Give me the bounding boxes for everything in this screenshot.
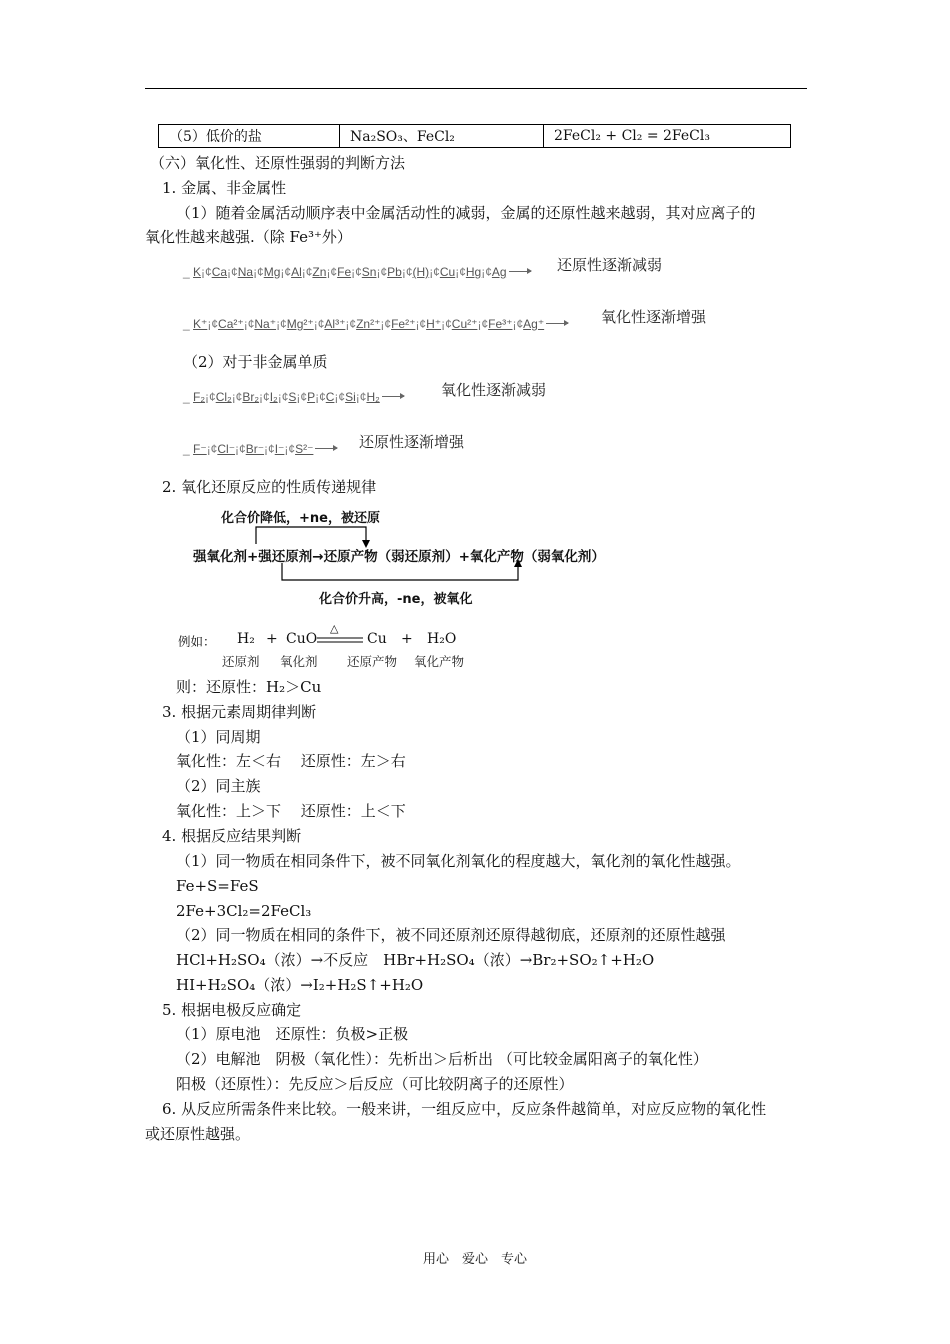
series-separator: ¡¢	[477, 317, 489, 331]
series-separator: ¡¢	[401, 265, 413, 279]
series-separator: ¡¢	[441, 317, 452, 331]
diagram-top-label: 化合价降低，+ne，被还原	[221, 511, 380, 526]
p1-text-line1: （1）随着金属活动顺序表中金属活动性的减弱，金属的还原性越来越弱，其对应离子的	[176, 204, 756, 222]
series-nonmetal: P	[307, 390, 316, 404]
series-lead: _	[183, 317, 194, 331]
p4-eq3: HCl+H₂SO₄（浓）→不反应 HBr+H₂SO₄（浓）→Br₂+SO₂↑+H₂O	[176, 951, 655, 969]
series-separator: ¡¢	[277, 390, 289, 404]
p3-s1-text: 氧化性：左＜右 还原性：左＞右	[176, 752, 406, 770]
series-anion: F⁻	[193, 442, 207, 456]
equals-sign	[317, 637, 365, 645]
p3-s2: （2）同主族	[176, 777, 261, 795]
metal-activity-series	[183, 262, 531, 282]
series-nonmetal: F₂	[193, 390, 206, 404]
p4-eq4: HI+H₂SO₄（浓）→I₂+H₂S↑+H₂O	[176, 976, 424, 994]
p4-s2: （2）同一物质在相同的条件下，被不同还原剂还原得越彻底，还原剂的还原性越强	[176, 926, 726, 944]
nonmetal-series	[183, 387, 404, 407]
series-nonmetal: Br₂	[242, 390, 260, 404]
series-lead: _	[183, 442, 194, 456]
series-ion: Na⁺	[254, 317, 277, 331]
series-nonmetal: C	[325, 390, 335, 404]
series-nonmetal: H₂	[366, 390, 380, 404]
series-metal: K	[193, 265, 202, 279]
series-arrow	[509, 271, 531, 272]
series-ion: Cu²⁺	[451, 317, 478, 331]
salt-table	[158, 124, 791, 148]
anions-series-label: 还原性逐渐增强	[359, 433, 465, 451]
p1-text-line2: 氧化性越来越强.（除 Fe³⁺外）	[145, 228, 352, 246]
series-lead: _	[183, 265, 194, 279]
series-ion: Zn²⁺	[356, 317, 381, 331]
series-separator: ¡¢	[243, 317, 255, 331]
series-separator: ¡¢	[296, 390, 308, 404]
series-metal: Na	[237, 265, 254, 279]
series-separator: ¡¢	[326, 265, 338, 279]
table-row	[159, 125, 791, 148]
p4-eq2: 2Fe+3Cl₂=2FeCl₃	[176, 902, 312, 920]
series-separator: ¡¢	[235, 442, 246, 456]
section-title: （六）氧化性、还原性强弱的判断方法	[150, 154, 406, 172]
series-separator: ¡¢	[201, 265, 212, 279]
p6-line1: 6. 从反应所需条件来比较。一般来讲，一组反应中，反应条件越简单，对应反应物的氧化性	[162, 1100, 767, 1118]
series-separator: ¡¢	[512, 317, 524, 331]
series-separator: ¡¢	[206, 442, 218, 456]
series-separator: ¡¢	[227, 265, 238, 279]
series-separator: ¡¢	[205, 390, 216, 404]
p4-eq1: Fe+S=FeS	[176, 877, 259, 895]
label-oxidant: 氧化剂	[280, 654, 318, 669]
series-ion: Mg²⁺	[286, 317, 314, 331]
series-separator: ¡¢	[313, 317, 325, 331]
series-ion: Fe²⁺	[391, 317, 416, 331]
p5-title: 5. 根据电极反应确定	[162, 1001, 302, 1019]
diagram-bottom-label: 化合价升高，-ne，被氧化	[319, 592, 473, 607]
p4-s1: （1）同一物质在相同条件下，被不同氧化剂氧化的程度越大，氧化剂的氧化性越强。	[176, 852, 741, 870]
page-footer: 用心 爱心 专心	[422, 1252, 527, 1267]
series-metal: Cu	[439, 265, 456, 279]
series-separator: ¡¢	[345, 317, 357, 331]
label-oxidation-product: 氧化产物	[414, 654, 465, 669]
series-arrow	[382, 396, 404, 397]
p2-title: 2. 氧化还原反应的性质传递规律	[162, 478, 377, 496]
series-ion: Al³⁺	[324, 317, 346, 331]
metals-series-label: 还原性逐渐减弱	[557, 256, 663, 274]
p3-s2-text: 氧化性：上＞下 还原性：上＜下	[176, 802, 406, 820]
series-nonmetal: I₂	[269, 390, 278, 404]
table-cell-equation: 2FeCl₂ + Cl₂ = 2FeCl₃	[544, 125, 791, 148]
p5-s2: （2）电解池 阴极（氧化性）：先析出＞后析出 （可比较金属阳离子的氧化性）	[176, 1050, 708, 1068]
series-lead: _	[183, 390, 194, 404]
series-separator: ¡¢	[276, 317, 287, 331]
label-reductant: 还原剂	[222, 654, 260, 669]
p1-sub2: （2）对于非金属单质	[183, 353, 328, 371]
series-separator: ¡¢	[351, 265, 362, 279]
series-separator: ¡¢	[264, 442, 275, 456]
series-nonmetal: Si	[345, 390, 356, 404]
eq-plus-1: +	[266, 631, 278, 647]
diagram-main-equation: 强氧化剂+强还原剂→还原产物（弱还原剂）+氧化产物（弱氧化剂）	[193, 549, 605, 565]
series-anion: S²⁻	[295, 442, 314, 456]
p3-s1: （1）同周期	[176, 728, 261, 746]
series-ion: Ca²⁺	[218, 317, 244, 331]
series-separator: ¡¢	[315, 390, 326, 404]
series-separator: ¡¢	[429, 265, 440, 279]
series-metal: Fe	[337, 265, 352, 279]
series-metal: Mg	[263, 265, 281, 279]
series-separator: ¡¢	[455, 265, 466, 279]
example-prefix: 例如：	[178, 634, 216, 649]
series-metal: Zn	[312, 265, 327, 279]
table-cell-examples: Na₂SO₃、FeCl₂	[340, 125, 544, 148]
label-reduction-product: 还原产物	[347, 654, 398, 669]
p5-s1: （1）原电池 还原性：负极>正极	[176, 1025, 409, 1043]
series-anion: Cl⁻	[217, 442, 236, 456]
p6-line2: 或还原性越强。	[145, 1125, 251, 1143]
eq-plus-2: +	[401, 631, 413, 647]
series-separator: ¡¢	[355, 390, 367, 404]
series-ion: H⁺	[426, 317, 442, 331]
series-arrow	[546, 323, 568, 324]
eq-h2o: H₂O	[427, 631, 457, 647]
eq-heat-symbol: △	[330, 622, 339, 635]
series-separator: ¡¢	[253, 265, 264, 279]
header-rule	[145, 88, 807, 89]
series-separator: ¡¢	[207, 317, 219, 331]
series-nonmetal: S	[288, 390, 297, 404]
anion-series	[183, 439, 337, 459]
eq-cu: Cu	[367, 631, 387, 647]
series-anion: I⁻	[274, 442, 285, 456]
series-separator: ¡¢	[376, 265, 388, 279]
series-separator: ¡¢	[415, 317, 427, 331]
series-ion: K⁺	[193, 317, 208, 331]
series-separator: ¡¢	[280, 265, 292, 279]
series-metal: Pb	[387, 265, 402, 279]
series-metal: Ca	[211, 265, 228, 279]
series-separator: ¡¢	[259, 390, 270, 404]
redox-transfer-diagram	[193, 500, 605, 618]
series-separator: ¡¢	[231, 390, 243, 404]
series-metal: (H)	[412, 265, 430, 279]
p1-title: 1. 金属、非金属性	[162, 179, 287, 197]
series-arrow	[315, 448, 337, 449]
series-ion: Ag⁺	[523, 317, 545, 331]
series-separator: ¡¢	[380, 317, 392, 331]
series-ion: Fe³⁺	[488, 317, 513, 331]
series-metal: Hg	[465, 265, 482, 279]
series-separator: ¡¢	[301, 265, 313, 279]
p4-title: 4. 根据反应结果判断	[162, 827, 302, 845]
table-cell-category: （5）低价的盐	[159, 125, 340, 148]
p3-title: 3. 根据元素周期律判断	[162, 703, 317, 721]
eq-h2: H₂	[237, 631, 255, 647]
metal-ion-series	[183, 314, 568, 334]
series-nonmetal: Cl₂	[215, 390, 232, 404]
series-metal: Al	[291, 265, 302, 279]
series-separator: ¡¢	[334, 390, 346, 404]
p5-s3: 阳极（还原性）：先反应＞后反应（可比较阴离子的还原性）	[176, 1075, 574, 1093]
series-anion: Br⁻	[245, 442, 265, 456]
nonmetals-series-label: 氧化性逐渐减弱	[441, 381, 547, 399]
series-separator: ¡¢	[284, 442, 296, 456]
series-separator: ¡¢	[481, 265, 492, 279]
eq-cuo: CuO	[286, 631, 318, 647]
ions-series-label: 氧化性逐渐增强	[601, 308, 707, 326]
series-metal: Sn	[361, 265, 377, 279]
series-metal: Ag	[491, 265, 507, 279]
p2-conclusion: 则：还原性：H₂＞Cu	[176, 678, 322, 696]
